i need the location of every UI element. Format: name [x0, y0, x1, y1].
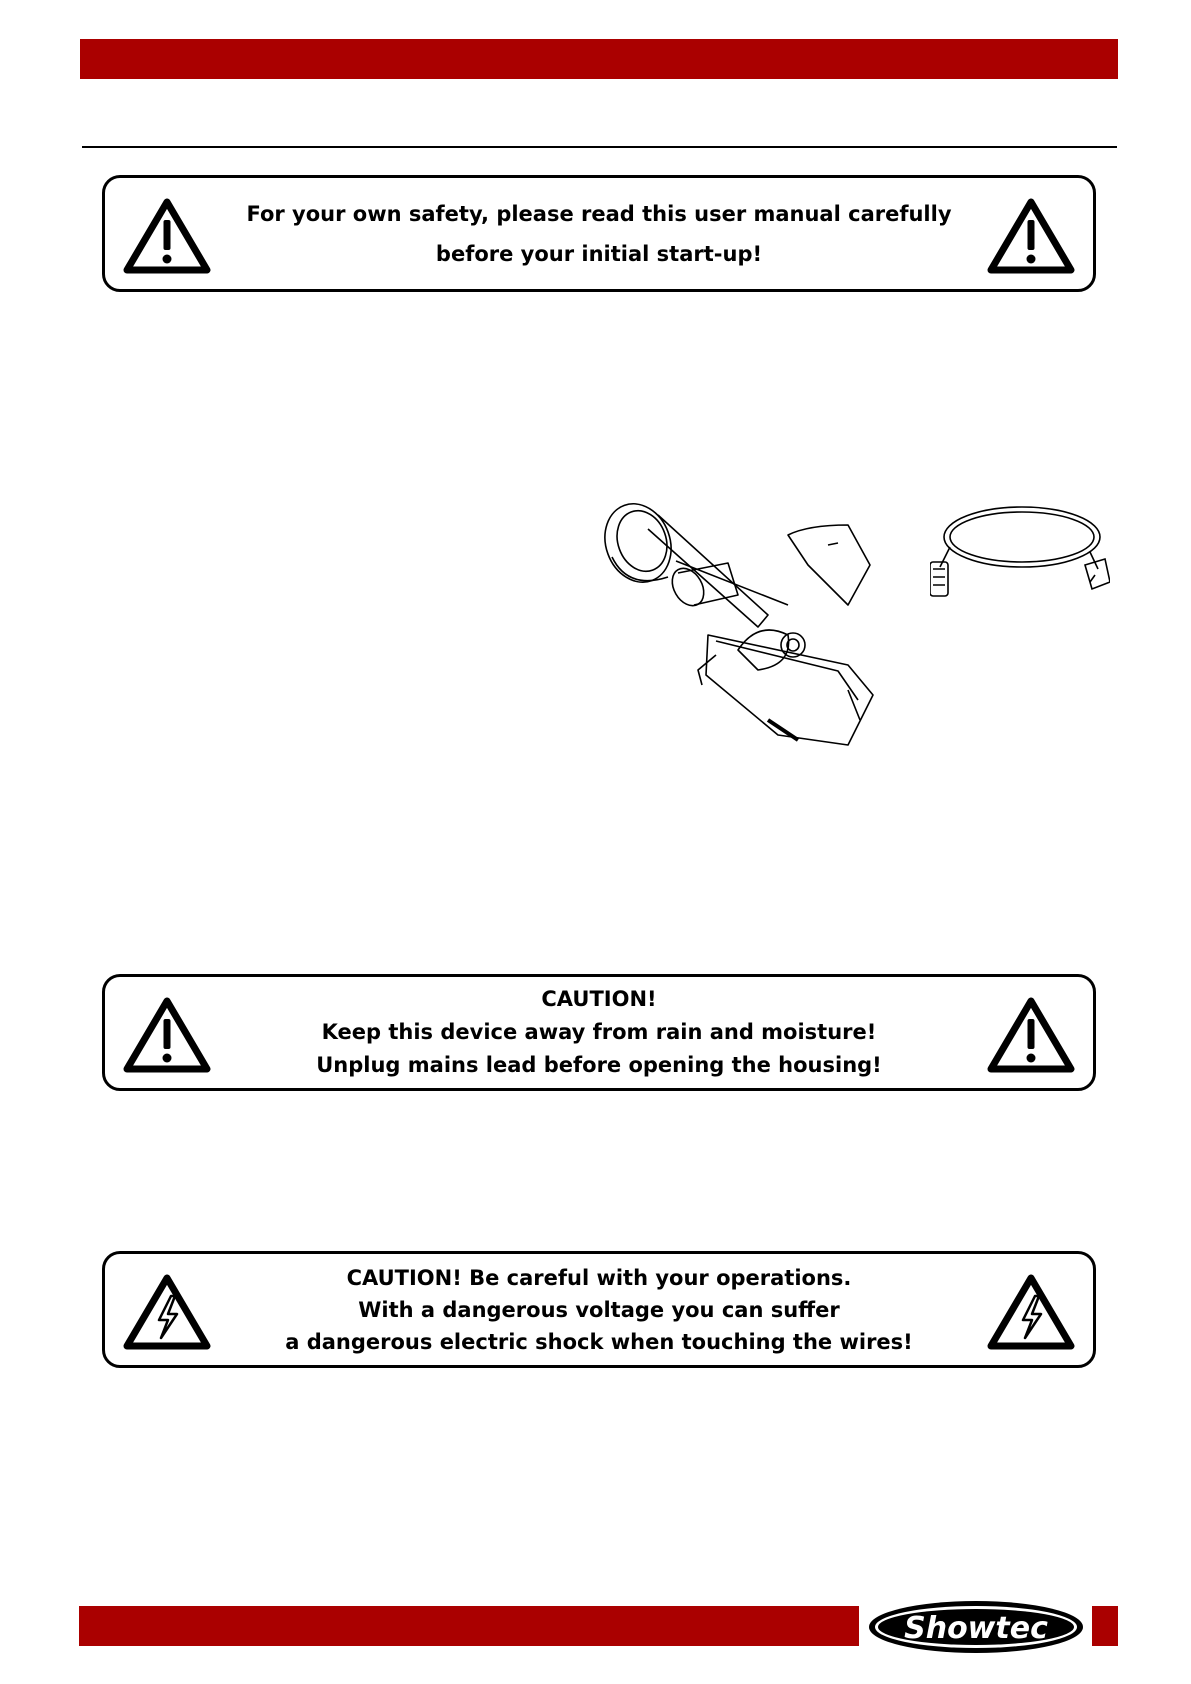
fixture-illustration: [598, 495, 888, 755]
safety-notice-line-2: before your initial start-up!: [435, 241, 763, 266]
warning-icon: [985, 995, 1077, 1075]
header-divider: [82, 146, 1117, 148]
moisture-caution-line-3: Unplug mains lead before opening the housing!: [316, 1053, 882, 1077]
footer-bar-end: [1092, 1606, 1118, 1646]
showtec-logo: [866, 1598, 1086, 1656]
power-cable-illustration: [930, 497, 1110, 605]
header-bar: [80, 39, 1118, 79]
shock-caution-line-1: CAUTION! Be careful with your operations.: [346, 1265, 852, 1290]
moisture-caution-title: CAUTION!: [541, 987, 657, 1011]
moisture-caution-box: [102, 974, 1096, 1091]
safety-notice-box: [102, 175, 1096, 292]
safety-notice-line-1: For your own safety, please read this user manual carefully: [246, 201, 952, 226]
footer-bar: [79, 1606, 859, 1646]
shock-caution-line-3: a dangerous electric shock when touching the wires!: [285, 1329, 913, 1354]
high-voltage-icon: [985, 1272, 1077, 1352]
high-voltage-icon: [121, 1272, 213, 1352]
shock-caution-line-2: With a dangerous voltage you can suffer: [358, 1297, 840, 1322]
moisture-caution-line-2: Keep this device away from rain and moisture!: [321, 1020, 877, 1044]
warning-icon: [985, 196, 1077, 276]
brand-name: Showtec: [904, 1611, 1048, 1646]
warning-icon: [121, 196, 213, 276]
shock-caution-box: [102, 1251, 1096, 1368]
warning-icon: [121, 995, 213, 1075]
